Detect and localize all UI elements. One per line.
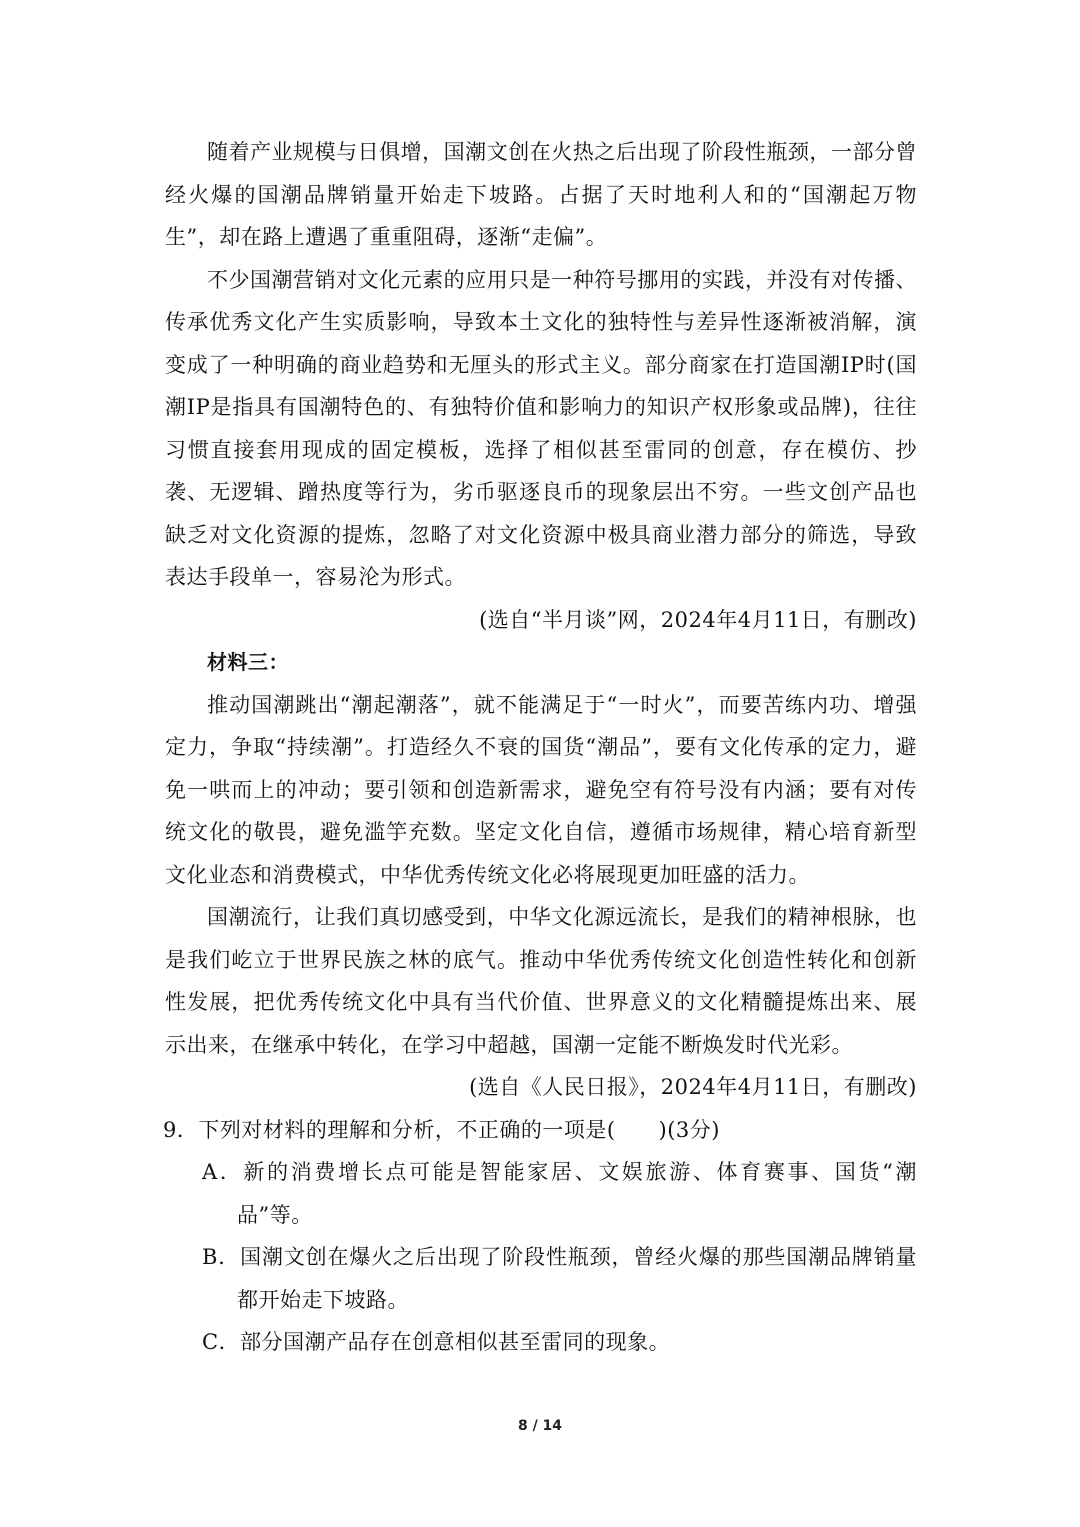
- passage-paragraph-1: 随着产业规模与日俱增，国潮文创在火热之后出现了阶段性瓶颈，一部分曾经火爆的国潮品牌销量开始走下坡路。占据了天时地利人和的“国潮起万物生”，却在路上遭遇了重重阻碍，逐渐“走偏”。: [165, 140, 917, 249]
- material-3-paragraph-2: 国潮流行，让我们真切感受到，中华文化源远流长，是我们的精神根脉，也是我们屹立于世界民族之林的底气。推动中华优秀传统文化创造性转化和创新性发展，把优秀传统文化中具有当代价值、世界意义的文化精髓提炼出来、展示出来，在继承中转化，在学习中超越，国潮一定能不断焕发时代光彩。: [165, 905, 917, 1057]
- passage-paragraph-2: 不少国潮营销对文化元素的应用只是一种符号挪用的实践，并没有对传播、传承优秀文化产生实质影响，导致本土文化的独特性与差异性逐渐被消解，演变成了一种明确的商业趋势和无厘头的形式主义。部分商家在打造国潮IP时(国潮IP是指具有国潮特色的、有独特价值和影响力的知识产权形象或品牌)，往往习惯直接套用现成的固定模板，选择了相似甚至雷同的创意，存在模仿、抄袭、无逻辑、蹭热度等行为，劣币驱逐良币的现象层出不穷。一些文创产品也缺乏对文化资源的提炼，忽略了对文化资源中极具商业潜力部分的筛选，导致表达手段单一，容易沦为形式。: [165, 267, 917, 589]
- question-9-option-b: B．国潮文创在爆火之后出现了阶段性瓶颈，曾经火爆的那些国潮品牌销量都开始走下坡路。: [202, 1245, 917, 1312]
- page-content: [165, 131, 917, 1364]
- page-number: 8 / 14: [517, 1418, 563, 1434]
- question-9-stem: 9．下列对材料的理解和分析，不正确的一项是( )(3分): [163, 1117, 720, 1142]
- question-9-option-c: C．部分国潮产品存在创意相似甚至雷同的现象。: [202, 1330, 671, 1354]
- material-3-heading: 材料三：: [207, 650, 289, 674]
- source-citation-banyuetan: (选自“半月谈”网，2024年4月11日，有删改): [479, 607, 917, 632]
- source-citation-renmin-ribao: (选自《人民日报》，2024年4月11日，有删改): [469, 1075, 917, 1099]
- material-3-paragraph-1: 推动国潮跳出“潮起潮落”，就不能满足于“一时火”，而要苦练内功、增强定力，争取“持续潮”。打造经久不衰的国货“潮品”，要有文化传承的定力，避免一哄而上的冲动；要引领和创造新需求，避免空有符号没有内涵；要有对传统文化的敬畏，避免滥竽充数。坚定文化自信，遵循市场规律，精心培育新型文化业态和消费模式，中华优秀传统文化必将展现更加旺盛的活力。: [165, 692, 917, 887]
- question-9-option-a: A．新的消费增长点可能是智能家居、文娱旅游、体育赛事、国货“潮品”等。: [202, 1160, 917, 1227]
